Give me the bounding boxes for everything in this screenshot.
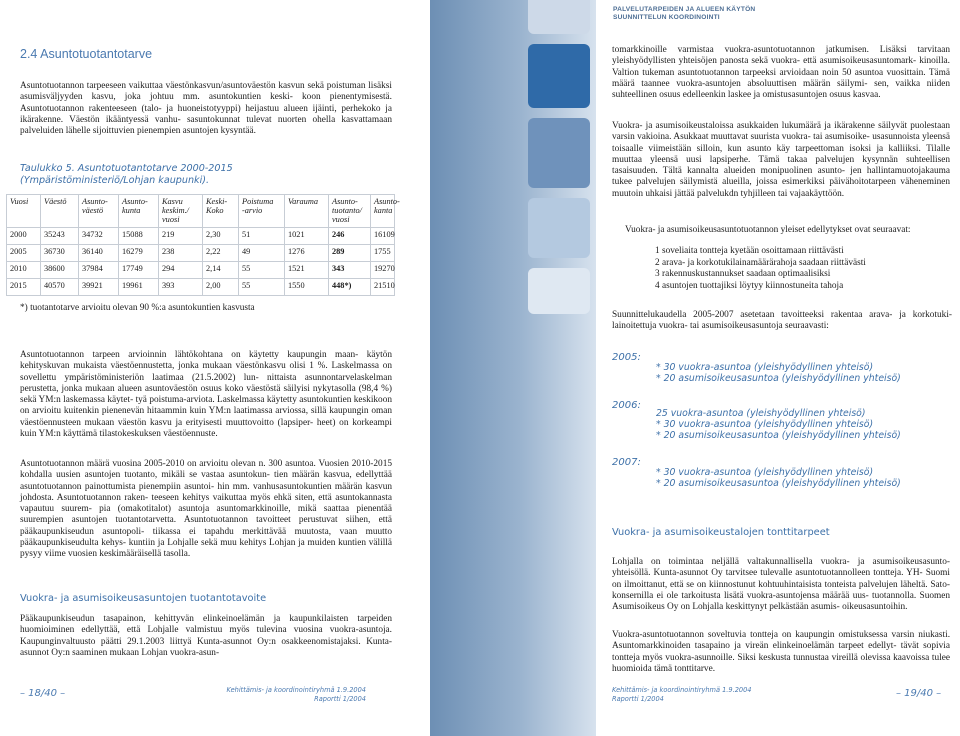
table-footnote: *) tuotantotarve arvioitu olevan 90 %:a asuntokuntien kasvusta (20, 303, 255, 313)
col-header: Varauma (285, 195, 329, 228)
plot-needs-heading: Vuokra- ja asumisoikeustalojen tonttitarpeet (612, 527, 830, 538)
intro-paragraph: Asuntotuotannon tarpeeseen vaikuttaa väestönkasvun/asuntoväestön kasvun sekä poistuman lisäksi asumisväljyyden kasvu, joka johtuu mm. asuntokuntien keski- koon pienentymisestä. Asuntotuotannon rakenteeseen (talo- ja huoneistotyyppi) heijastuu alueen ijäinti, perhekoko ja ikärakenne. Väestön ikääntyessä vanhu- sasuntokunnat tulevat nuorten ohella kasvattamaan palveluiden lähelle sijoittuvien pienempien asuntojen kysyntää. (20, 81, 392, 137)
plot-availability-paragraph: Vuokra-asuntotuotannon soveltuvia tontteja on kaupungin omistuksessa varsin niukasti. Asuntomarkkinoiden tasapaino ja vireän elinkeinoelämän tarpeet edellyt- tävät sopivia tontteja myös vuokra-asunnoille. Siksi keskusta tunnustaa vireillä olevissa kaavoissa tulee huomioida tämä tonttitarve. (612, 630, 951, 674)
decorative-square (528, 198, 590, 258)
list-item: 1 soveliaita tontteja kyetään osoittamaan riittävästi (655, 246, 844, 256)
table-caption: Taulukko 5. Asuntotuotantotarve 2000-2015 (Ympäristöministeriö/Lohjan kaupunki). (20, 163, 233, 186)
table-row: 2000 35243 34732 15088 219 2,30 51 1021 246 16109 (7, 228, 395, 245)
table-header-row (7, 195, 395, 228)
resident-stability-paragraph: Vuokra- ja asumisoikeustaloissa asukkaiden lukumäärä ja ikärakenne säilyvät puolestaan varsin vakioina. Asukkaat muuttavat suurista vuokra- tai asumisoike- usasunnoista yleensä toisaalle viimeistään silloin, kun asunto käy tarpeettoman isoksi ja kalliiksi. Tilalle muuttaa yleensä uusi lapsiperhe. Tämä takaa palvelujen kysynnän suhteellisen tasaisuuden. Tältä kannalta alueiden monipuolinen asunto- jen hallintamuotojakauma tukee palvelujen säilymistä alueilla, joissa esimerkiksi päivähoitotarpeen väheneminen muutoin uhkaisi jättää palvelukdn tyhjilleen tai vajaakäyttöön. (612, 121, 951, 199)
goal-lines-2005: * 30 vuokra-asuntoa (yleishyödyllinen yhteisö) * 20 asumisoikeusasuntoa (yleishyödyllinen yhteisö) (656, 362, 901, 384)
col-header: Asunto- väestö (79, 195, 119, 228)
col-header: Poistuma -arvio (239, 195, 285, 228)
list-item: 4 asuntojen tuottajiksi löytyy kiinnostuneita tahoja (655, 280, 844, 291)
decorative-spine (430, 0, 596, 736)
rental-goal-heading: Vuokra- ja asumisoikeusasuntojen tuotantotavoite (20, 593, 267, 604)
header-line-2: SUUNNITTELUN KOORDINOINTI (613, 14, 720, 21)
col-header: Asunto- kunta (119, 195, 159, 228)
goal-lines-2006: 25 vuokra-asuntoa (yleishyödyllinen yhteisö) * 30 vuokra-asuntoa (yleishyödyllinen yhteisö) * 20 asumisoikeusasuntoa (yleishyödyllinen yhteisö) (656, 408, 901, 441)
section-title: 2.4 Asuntotuotantotarve (20, 47, 153, 61)
goal-year-2006: 2006: (612, 400, 641, 411)
plot-needs-paragraph: Lohjalla on toimintaa neljällä valtakunnallisella vuokra- ja asumisoikeusasunto- yhteisöllä. Kunta-asunnot Oy tarvitsee tulevalle asuntotuotannolleen tontteja. YH- Suomi on ilmoittanut, että se on kiinnostunut kohtuuhintaisista tonteista palvelujen läheltä. Sato-konsernilla ei ole tarkoitusta lisätä vuokra-asuntojensa määrää uus- tuotannolla. Suomen Asumisoikeus Oy on Lohjalla keskittynyt pelkästään asumis- oikeusasuntoihin. (612, 557, 951, 613)
goal-lines-2007: * 30 vuokra-asuntoa (yleishyödyllinen yhteisö) * 20 asumisoikeusasuntoa (yleishyödyllinen yhteisö) (656, 467, 901, 489)
table-row: 2010 38600 37984 17749 294 2,14 55 1521 343 19270 (7, 262, 395, 279)
housing-demand-table (6, 194, 400, 296)
col-header: Vuosi (7, 195, 41, 228)
col-header: Asunto- tuotanto/ vuosi (329, 195, 371, 228)
decorative-square (528, 44, 590, 108)
decorative-square (528, 268, 590, 314)
decorative-square (528, 0, 590, 34)
col-header: Keski- Koko (203, 195, 239, 228)
list-item: 3 rakennuskustannukset saadaan optimaalisiksi (655, 269, 831, 280)
col-header: Kasvu keskim./ vuosi (159, 195, 203, 228)
footer-right: Kehittämis- ja koordinointiryhmä 1.9.2004 Raportti 1/2004 (612, 686, 752, 703)
criteria-intro: Vuokra- ja asumisoikeusasuntotuotannon yleiset edellytykset ovat seuraavat: (625, 225, 911, 235)
list-item: 2 arava- ja korkotukilainamäärärahoja saadaan riittävästi (655, 257, 866, 268)
methodology-paragraph: Asuntotuotannon tarpeen arvioinnin lähtökohtana on käytetty kaupungin maan- käytön kehityskuvan mukaista väestöennustetta, jonka mukaan väestönkasvu olisi 1 %. Laskelmassa on sovellettu ympäristöministeriön laatimaa (21.5.2002) lun- nittaista asunnontarvelaskelman perustetta, jonka mukaan alueen asuntoväestön osuus koko väestöstä säilyisi nykytasolla (98,4 %) sekä YM:n laskemassa käytet- tyä poistuma-arviota. Laskelmassa käytetty asuntokuntien keskikoon on arvioitu kuitenkin pienenevän hitaammin kuin YM:n laatimassa arviossa, sillä kaupungin oman väestöennusteen mukaan väestön kasvu ja erityisesti muuttovoitto (lapsiper- heet) on korkeampi kuin YM:n käyttämä tilastokeskuksen väestöennuste. (20, 350, 393, 440)
production-paragraph: Asuntotuotannon määrä vuosina 2005-2010 on arvioitu olevan n. 300 asuntoa. Vuosien 2010-2015 kohdalla uusien asuntojen tuotanto, mikäli se vastaa asuntokun- tien määrän kasvua, edellyttää asuntotuotannon painottumista pienempiin asuntoi- hin mm. vanhusasuntokuntien määrän kasvun johdosta. Asuntotuotannon raken- teeseen kehitys vaikuttaa myös ehkä siten, että asuntokannasta vapautuu suurem- pia (omakotitalot) asuntoja asuntomarkkinoille, mikä saattaa pienentää suurempien asuntojen tuotantotarvetta. Asuntotuotannon tavoitteet perustuvat siihen, että pääkaupunkiseudun asuntopoli- tiikassa ei tapahdu merkittävää muutosta, vaan muutto pääkaupunkiseudulta kehys- kuntiin ja Lohjalle sekä muu kehitys Lohjan ja muiden kuntien välillä pysyy viime vuosien keskimääräisellä tasolla. (20, 459, 393, 560)
criteria-list (655, 246, 866, 292)
rental-continuation-paragraph: tomarkkinoille varmistaa vuokra-asuntotuotannon jatkumisen. Lisäksi tarvitaan yleishyödyllisten yhteisöjen panosta sekä vuokra- että asumisoikeusasuntomark- kinoilla. Valtion tukeman asuntotuotannon tarpeeksi arvioidaan noin 50 asuntoa vuosittain. Tämä määrä taannee vuokra-asuntojen absoluuttisen määrän säilymi- sen, vaikka niiden suhteellinen osuus edelleenkin laskee ja omistusasuntojen osuus kasvaa. (612, 45, 950, 101)
running-header (613, 6, 755, 22)
table-row: 2005 36730 36140 16279 238 2,22 49 1276 289 1755 (7, 245, 395, 262)
decorative-square (528, 118, 590, 188)
col-header: Asunto- kanta (371, 195, 395, 228)
goal-year-2005: 2005: (612, 352, 641, 363)
page-number-left: – 18/40 – (20, 688, 66, 699)
page-number-right: – 19/40 – (896, 688, 942, 699)
goals-intro: Suunnittelukaudella 2005-2007 asetetaan tavoitteeksi rakentaa arava- ja korkotuki- lainoitettuja vuokra- tai asumisoikeusasuntoja seuraavasti: (612, 310, 952, 332)
col-header: Väestö (41, 195, 79, 228)
goal-year-2007: 2007: (612, 457, 641, 468)
table-row: 2015 40570 39921 19961 393 2,00 55 1550 448*) 21510 (7, 279, 395, 296)
footer-left: Kehittämis- ja koordinointiryhmä 1.9.2004 Raportti 1/2004 (226, 686, 366, 703)
header-line-1: PALVELUTARPEIDEN JA ALUEEN KÄYTÖN (613, 6, 756, 13)
rental-goal-paragraph: Pääkaupunkiseudun tasapainon, kehittyvän elinkeinoelämän ja kaupunkilaisten tarpeiden huomioiminen edellyttää, että Lohjalle valmistuu myös tulevina vuosina vuokra-asuntoja. Kaupunginvaltuusto päätti 29.1.2003 liittyä Kunta-asunnot Oy:n osakkeenomistajaksi. Kunta-asunnot Oy:n saaminen mukaan Lohjan vuokra-asun- (20, 614, 393, 658)
